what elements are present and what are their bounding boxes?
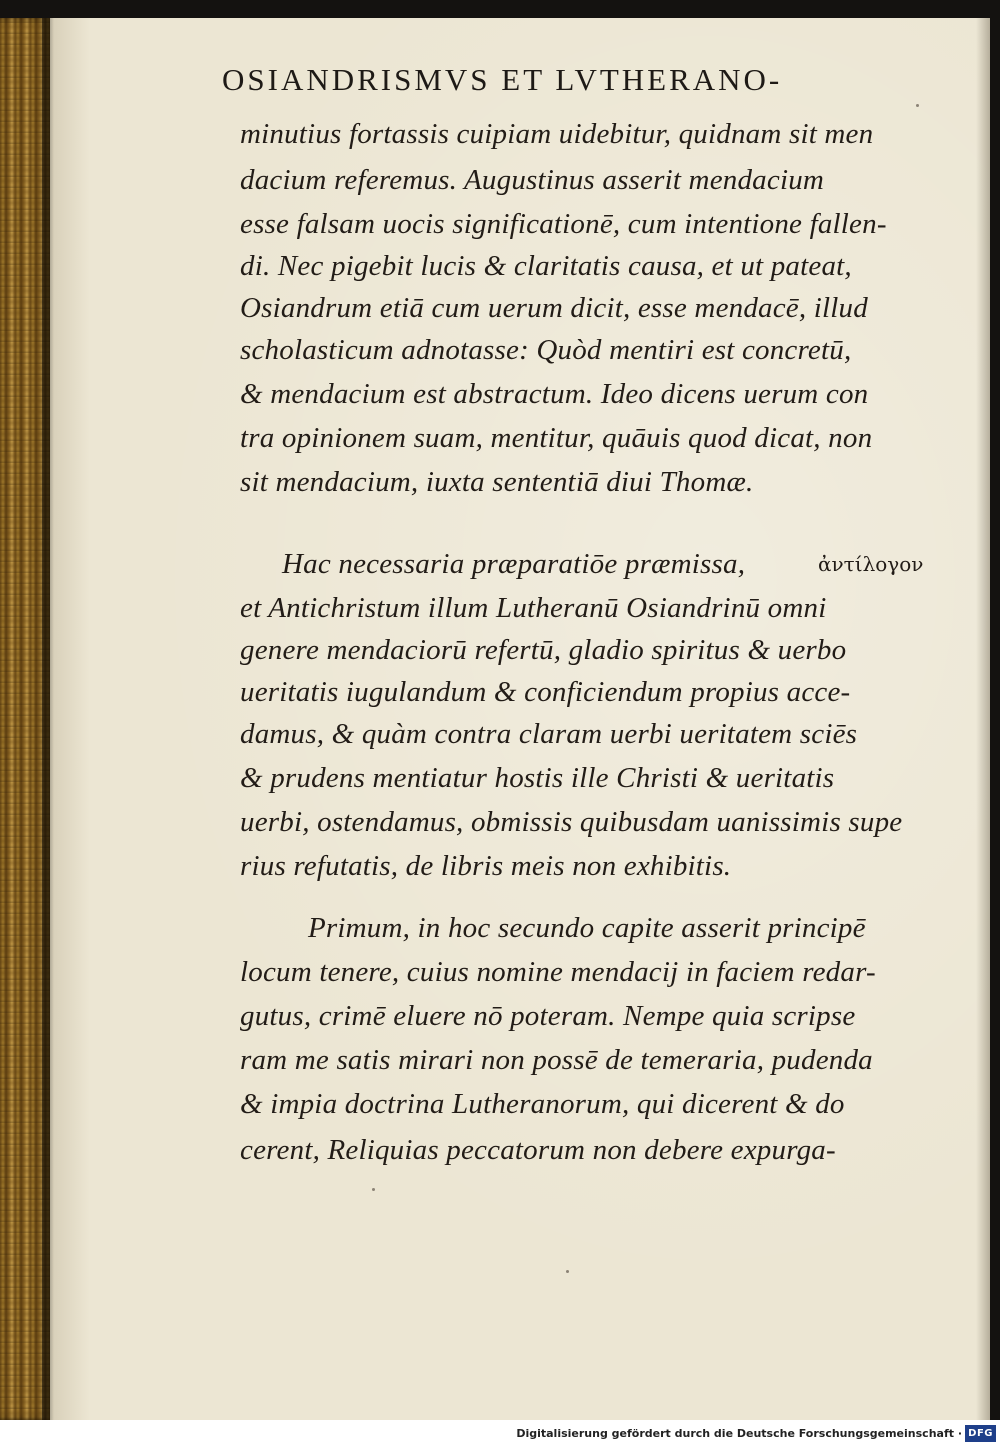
- text-line: minutius fortassis cuipiam uidebitur, quidnam sit men: [240, 118, 874, 150]
- page-edge-shadow: [42, 18, 54, 1420]
- text-line: di. Nec pigebit lucis & claritatis causa, et ut pateat,: [240, 250, 852, 282]
- text-line: & impia doctrina Lutheranorum, qui dicerent & do: [240, 1088, 845, 1120]
- text-line: Osiandrum etiā cum uerum dicit, esse mendacē, illud: [240, 292, 868, 324]
- paper-speck: [566, 1270, 569, 1273]
- paper-speck: [916, 104, 919, 107]
- footer-credit: Digitalisierung gefördert durch die Deutsche Forschungsgemeinschaft ·: [516, 1427, 962, 1440]
- text-line: Hac necessaria præparatiōe præmissa,: [282, 548, 746, 580]
- text-line: & prudens mentiatur hostis ille Christi & ueritatis: [240, 762, 835, 794]
- text-line: gutus, crimē eluere nō poteram. Nempe quia scripse: [240, 1000, 856, 1032]
- text-line: damus, & quàm contra claram uerbi ueritatem sciēs: [240, 718, 858, 750]
- paper-speck: [372, 1188, 375, 1191]
- text-line: rius refutatis, de libris meis non exhibitis.: [240, 850, 732, 882]
- text-line: scholasticum adnotasse: Quòd mentiri est concretū,: [240, 334, 852, 366]
- text-line: sit mendacium, iuxta sententiā diui Thomæ.: [240, 466, 754, 498]
- text-line: ram me satis mirari non possē de temeraria, pudenda: [240, 1044, 873, 1076]
- text-line: cerent, Reliquias peccatorum non debere expurga-: [240, 1134, 836, 1166]
- text-line: ueritatis iugulandum & conficiendum propius acce-: [240, 676, 851, 708]
- text-line: esse falsam uocis significationē, cum intentione fallen-: [240, 208, 887, 240]
- text-line: tra opinionem suam, mentitur, quāuis quod dicat, non: [240, 422, 873, 454]
- text-line: genere mendaciorū refertū, gladio spiritus & uerbo: [240, 634, 847, 666]
- page-gutter-shadow: [976, 18, 990, 1420]
- text-line: uerbi, ostendamus, obmissis quibusdam uanissimis supe: [240, 806, 903, 838]
- dfg-logo: DFG: [965, 1425, 996, 1442]
- text-line: locum tenere, cuius nomine mendacij in faciem redar-: [240, 956, 876, 988]
- text-line: Primum, in hoc secundo capite asserit principē: [308, 912, 866, 944]
- running-head: OSIANDRISMVS ET LVTHERANO-: [222, 62, 783, 97]
- text-line: dacium referemus. Augustinus asserit mendacium: [240, 164, 825, 196]
- footer-bar: [0, 1420, 1000, 1448]
- text-line: & mendacium est abstractum. Ideo dicens uerum con: [240, 378, 869, 410]
- text-line: et Antichristum illum Lutheranū Osiandrinū omni: [240, 592, 827, 624]
- margin-note: ἀντίλογον: [818, 552, 924, 576]
